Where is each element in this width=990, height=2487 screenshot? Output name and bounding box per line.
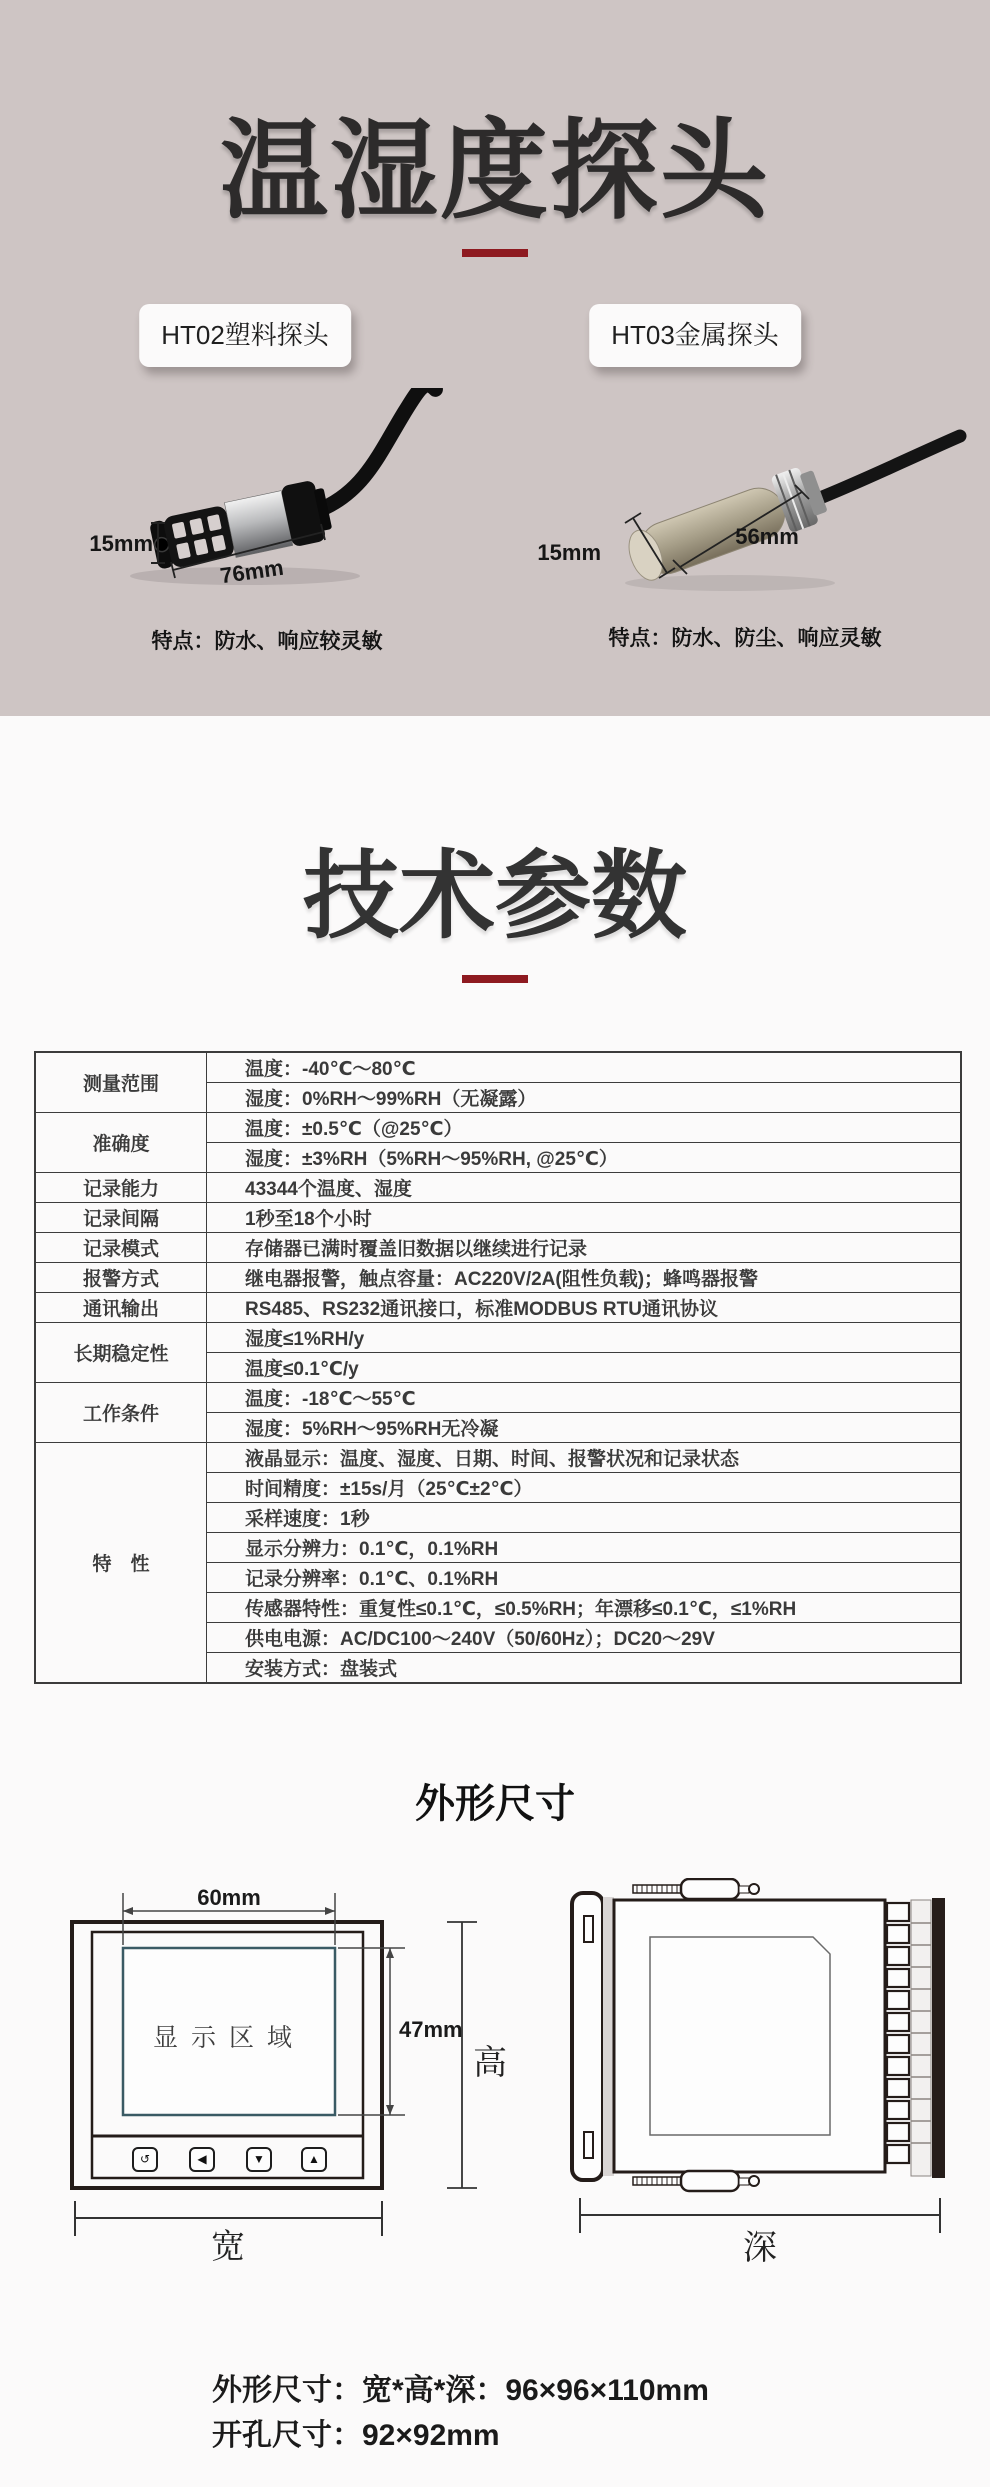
spec-value: 供电电源：AC/DC100～240V（50/60Hz）；DC20～29V — [207, 1623, 962, 1653]
spec-label: 记录模式 — [35, 1233, 207, 1263]
title-underline — [462, 249, 528, 257]
spec-label: 准确度 — [35, 1113, 207, 1173]
probe-body — [133, 388, 462, 576]
up-key-icon: ▲ — [301, 2147, 327, 2172]
dim-15mm-ht02: 15mm — [89, 531, 153, 556]
probe-photo-ht03 — [515, 388, 975, 618]
down-key-icon: ▼ — [246, 2147, 272, 2172]
spec-value: 温度：-18℃～55℃ — [207, 1383, 962, 1413]
spec-value: 安装方式：盘装式 — [207, 1653, 962, 1684]
spec-label: 长期稳定性 — [35, 1323, 207, 1383]
side-view-drawing — [555, 1878, 975, 2276]
loop-key-icon: ↺ — [132, 2147, 158, 2172]
spec-value: 液晶显示：温度、湿度、日期、时间、报警状况和记录状态 — [207, 1443, 962, 1473]
probe-features-ht03: 特点：防水、防尘、响应灵敏 — [608, 627, 882, 650]
table-row — [35, 1233, 961, 1263]
spec-value: 湿度：5%RH～95%RH无冷凝 — [207, 1413, 962, 1443]
spec-value: 温度：±0.5℃（@25℃） — [207, 1113, 962, 1143]
spec-value: 时间精度：±15s/月（25℃±2℃） — [207, 1473, 962, 1503]
spec-label: 测量范围 — [35, 1052, 207, 1113]
depth-axis-label: 深 — [743, 2230, 777, 2267]
specs-title: 技术参数 — [303, 843, 687, 950]
front-view-drawing — [55, 1885, 525, 2275]
specs-table — [34, 1051, 962, 1684]
table-row — [35, 1293, 961, 1323]
dimensions-title: 外形尺寸 — [415, 1782, 575, 1826]
spec-value: 湿度≤1%RH/y — [207, 1323, 962, 1353]
spec-label: 报警方式 — [35, 1263, 207, 1293]
table-row — [35, 1173, 961, 1203]
spec-label: 通讯输出 — [35, 1293, 207, 1323]
hero-section — [0, 0, 990, 716]
dimension-summary — [212, 2368, 709, 2458]
page-title: 温湿度探头 — [219, 110, 770, 231]
spec-value: 显示分辨力：0.1℃，0.1%RH — [207, 1533, 962, 1563]
spec-value: 采样速度：1秒 — [207, 1503, 962, 1533]
spec-label: 记录能力 — [35, 1173, 207, 1203]
dim-15mm-ht03: 15mm — [537, 540, 601, 565]
probe-cable — [303, 388, 455, 508]
table-row — [35, 1203, 961, 1233]
spec-label: 工作条件 — [35, 1383, 207, 1443]
spec-value: 温度≤0.1℃/y — [207, 1353, 962, 1383]
table-row — [35, 1052, 961, 1083]
width-axis-label: 宽 — [211, 2229, 245, 2266]
table-row — [35, 1263, 961, 1293]
spec-label: 特 性 — [35, 1443, 207, 1684]
spec-value: 记录分辨率：0.1℃、0.1%RH — [207, 1563, 962, 1593]
spec-value: 继电器报警，触点容量：AC220V/2A(阻性负载)；蜂鸣器报警 — [207, 1263, 962, 1293]
height-axis-label: 高 — [473, 2045, 507, 2082]
spec-label: 记录间隔 — [35, 1203, 207, 1233]
probe-body — [621, 462, 830, 587]
table-row — [35, 1323, 961, 1353]
table-row — [35, 1383, 961, 1413]
spec-value: 湿度：±3%RH（5%RH～95%RH, @25℃） — [207, 1143, 962, 1173]
probe-features-ht02: 特点：防水、响应较灵敏 — [151, 630, 383, 653]
dim-76mm-ht02: 76mm — [218, 554, 286, 589]
spec-value: 43344个温度、湿度 — [207, 1173, 962, 1203]
display-area-label: 显示区域 — [152, 2025, 306, 2052]
probe-cable — [815, 436, 960, 500]
spec-value: 湿度：0%RH～99%RH（无凝露） — [207, 1083, 962, 1113]
probe-label-ht02: HT02塑料探头 — [139, 304, 351, 367]
spec-value: RS485、RS232通讯接口，标准MODBUS RTU通讯协议 — [207, 1293, 962, 1323]
side-view-lines — [555, 1878, 975, 2276]
dim-60mm: 60mm — [197, 1885, 261, 1910]
specs-underline — [462, 975, 528, 983]
left-key-icon: ◀ — [189, 2147, 215, 2172]
front-view-lines — [55, 1885, 525, 2275]
table-row — [35, 1443, 961, 1473]
dim-47mm: 47mm — [399, 2017, 463, 2042]
cutout-size-text: 开孔尺寸：92×92mm — [212, 2419, 500, 2452]
outline-size-text: 外形尺寸：宽*高*深：96×96×110mm — [212, 2374, 709, 2407]
spec-value: 1秒至18个小时 — [207, 1203, 962, 1233]
table-row — [35, 1113, 961, 1143]
spec-value: 存储器已满时覆盖旧数据以继续进行记录 — [207, 1233, 962, 1263]
spec-value: 温度：-40℃～80℃ — [207, 1052, 962, 1083]
dim-56mm-ht03: 56mm — [735, 524, 799, 549]
probe-photo-ht02 — [40, 388, 500, 618]
probe-label-ht03: HT03金属探头 — [589, 304, 801, 367]
spec-value: 传感器特性：重复性≤0.1℃，≤0.5%RH；年漂移≤0.1℃，≤1%RH — [207, 1593, 962, 1623]
